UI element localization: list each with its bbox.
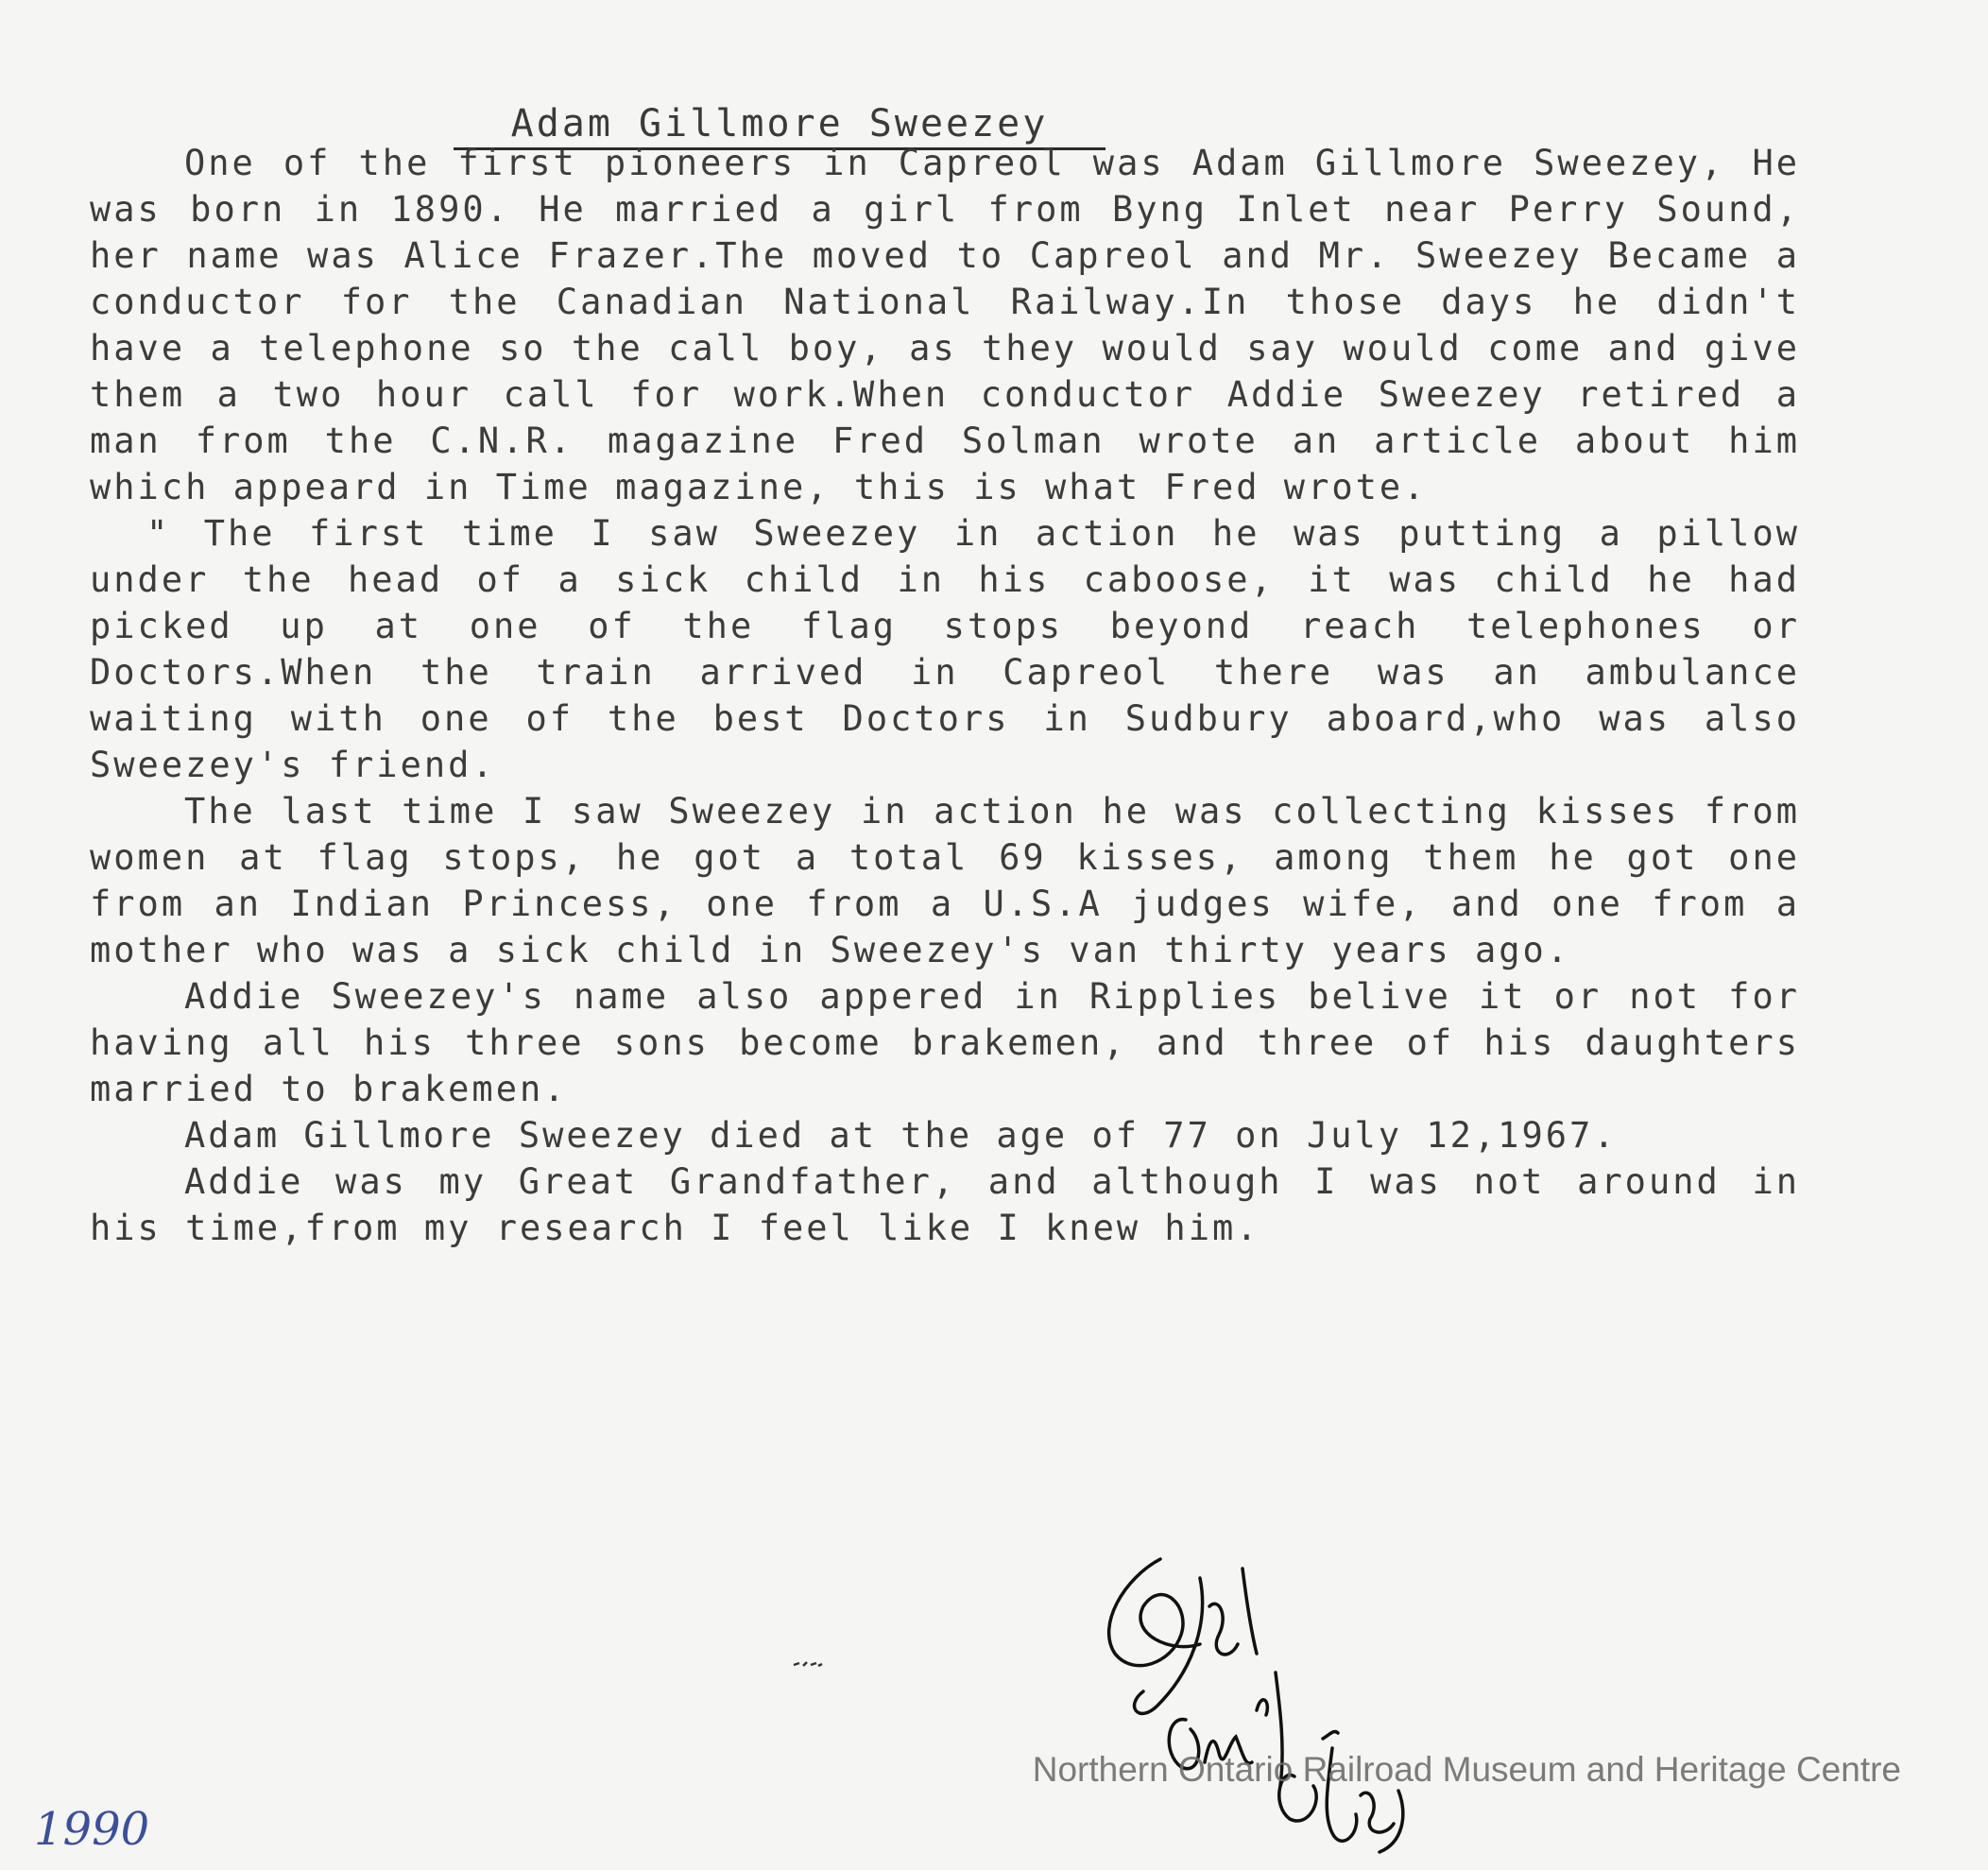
signature: [1087, 1550, 1446, 1861]
paragraph: The last time I saw Sweezey in action he was collecting kisses from women at flag stops, he got a total 69 kisses, among them he got one from an Indian Princess, one from a U.S.A judges wife, and one from a mother who was a sick child in Sweezey's van thirty years ago.: [90, 791, 1800, 970]
paragraph: One of the first pioneers in Capreol was Adam Gillmore Sweezey, He was born in 1890. He married a girl from Byng Inlet near Perry Sound, her name was Alice Frazer.The moved to Capreol and Mr. Sweezey Became a conductor for the Canadian National Railway.In those days he didn't have a telephone so the call boy, as they would say would come and give them a two hour call for work.When conductor Addie Sweezey retired a man from the C.N.R. magazine Fred Solman wrote an article about him which appeard in Time magazine, this is what Fred wrote.: [90, 143, 1800, 507]
document-body: [90, 140, 1800, 1251]
paragraph: Addie Sweezey's name also appered in Ripplies belive it or not for having all his three sons become brakemen, and three of his daughters married to brakemen.: [90, 976, 1800, 1109]
paragraph: Adam Gillmore Sweezey died at the age of 77 on July 12,1967.: [184, 1115, 1618, 1156]
handwritten-year: 1990: [34, 1803, 150, 1856]
paragraph: Addie was my Great Grandfather, and although I was not around in his time,from my research I feel like I knew him.: [90, 1161, 1800, 1248]
document-title: Adam Gillmore Sweezey: [454, 102, 1105, 150]
ink-speck: [792, 1659, 824, 1669]
paragraph: " The first time I saw Sweezey in action he was putting a pillow under the head of a sick child in his caboose, it was child he had picked up at one of the flag stops beyond reach telephones or Doctors.When the train arrived in Capreol there was an ambulance waiting with one of the best Doctors in Sudbury aboard,who was also Sweezey's friend.: [90, 513, 1800, 785]
archive-watermark: Northern Ontario Railroad Museum and Heritage Centre: [1032, 1750, 1901, 1789]
